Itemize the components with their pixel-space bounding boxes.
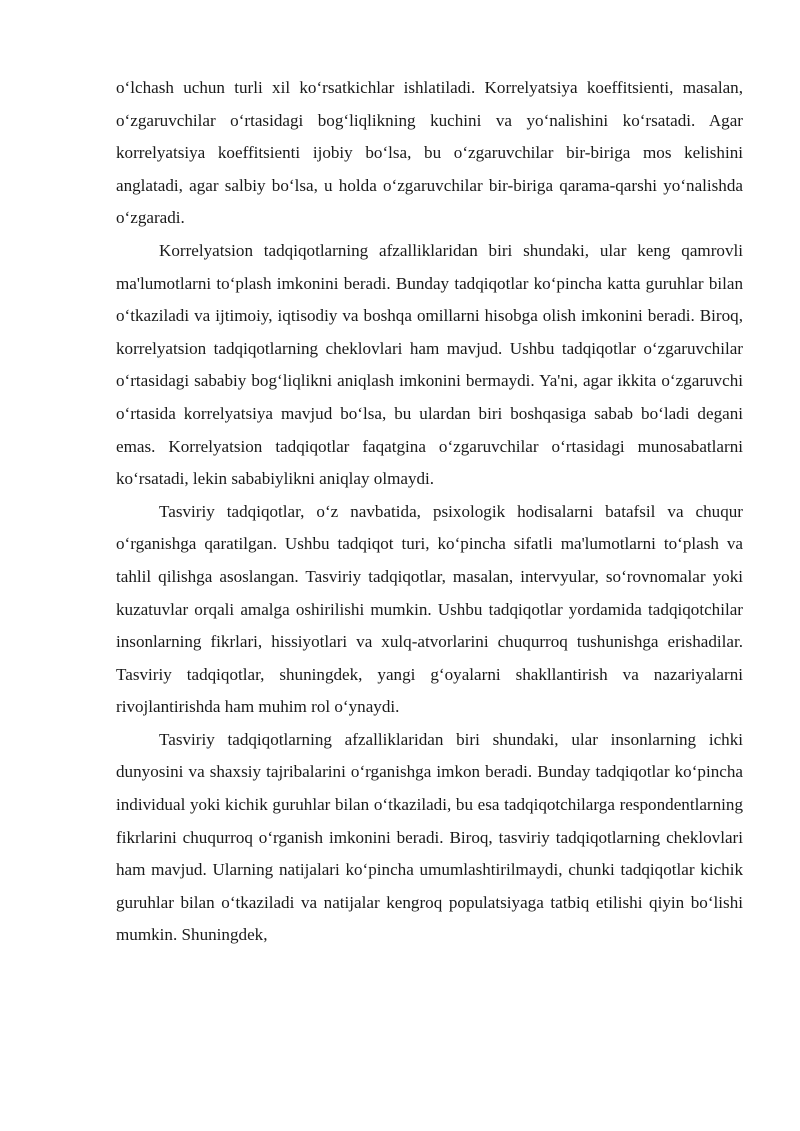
paragraph-descriptive-advantages: Tasviriy tadqiqotlarning afzalliklaridan biri shundaki, ular insonlarning ichki dunyosini va shaxsiy tajribalarini o‘rganishga imkon beradi. Bunday tadqiqotlar ko‘pincha individual yoki kichik guruhlar bilan o‘tkaziladi, bu esa tadqiqotchilarga respondentlarning fikrlarini chuqurroq o‘rganish imkonini beradi. Biroq, tasviriy tadqiqotlarning cheklovlari ham mavjud. Ularning natijalari ko‘pincha umumlashtirilmaydi, chunki tadqiqotlar kichik guruhlar bilan o‘tkaziladi va natijalar kengroq populatsiyaga tatbiq etilishi qiyin bo‘lishi mumkin. Shuningdek, <box>116 729 743 945</box>
paragraph-continuation: o‘lchash uchun turli xil ko‘rsatkichlar ishlatiladi. Korrelyatsiya koeffitsienti, masalan, o‘zgaruvchilar o‘rtasidagi bog‘liqlikning kuchini va yo‘nalishini ko‘rsatadi. Agar korrelyatsiya koeffitsienti ijobiy bo‘lsa, bu o‘zgaruvchilar bir-biriga mos kelishini anglatadi, agar salbiy bo‘lsa, u holda o‘zgaruvchilar bir-biriga qarama-qarshi yo‘nalishda o‘zgaradi. <box>116 78 743 228</box>
document-body <box>116 72 743 952</box>
paragraph-descriptive-research: Tasviriy tadqiqotlar, o‘z navbatida, psixologik hodisalarni batafsil va chuqur o‘rganishga qaratilgan. Ushbu tadqiqot turi, ko‘pincha sifatli ma'lumotlarni to‘plash va tahlil qilishga asoslangan. Tasviriy tadqiqotlar, masalan, intervyular, so‘rovnomalar yoki kuzatuvlar orqali amalga oshirilishi mumkin. Ushbu tadqiqotlar yordamida tadqiqotchilar insonlarning fikrlari, hissiyotlari va xulq-atvorlarini chuqurroq tushunishga erishadilar. Tasviriy tadqiqotlar, shuningdek, yangi g‘oyalarni shakllantirish va nazariyalarni rivojlantirishda ham muhim rol o‘ynaydi. <box>116 501 743 717</box>
paragraph-correlational-advantages: Korrelyatsion tadqiqotlarning afzalliklaridan biri shundaki, ular keng qamrovli ma'lumotlarni to‘plash imkonini beradi. Bunday tadqiqotlar ko‘pincha katta guruhlar bilan o‘tkaziladi va ijtimoiy, iqtisodiy va boshqa omillarni hisobga olish imkonini beradi. Biroq, korrelyatsion tadqiqotlarning cheklovlari ham mavjud. Ushbu tadqiqotlar o‘zgaruvchilar o‘rtasidagi sababiy bog‘liqlikni aniqlash imkonini bermaydi. Ya'ni, agar ikkita o‘zgaruvchi o‘rtasida korrelyatsiya mavjud bo‘lsa, bu ulardan biri boshqasiga sabab bo‘ladi degani emas. Korrelyatsion tadqiqotlar faqatgina o‘zgaruvchilar o‘rtasidagi munosabatlarni ko‘rsatadi, lekin sababiylikni aniqlay olmaydi. <box>116 240 743 489</box>
